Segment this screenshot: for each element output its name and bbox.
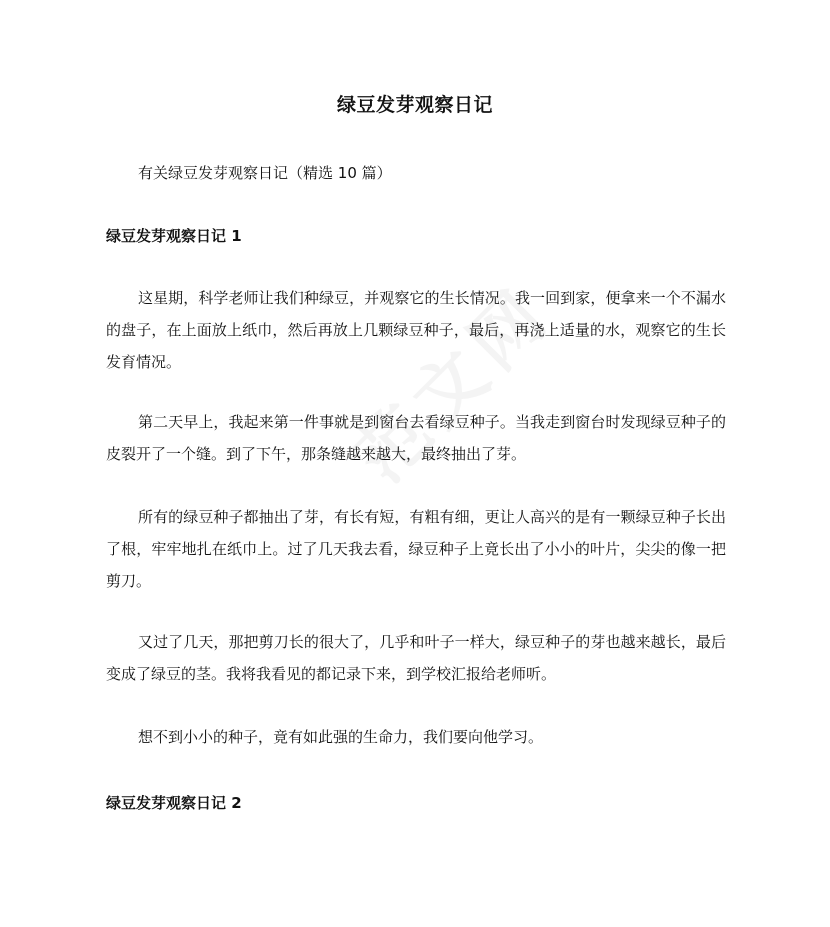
paragraph: 这星期，科学老师让我们种绿豆，并观察它的生长情况。我一回到家，便拿来一个不漏水的盘子，在上面放上纸巾，然后再放上几颗绿豆种子，最后，再浇上适量的水，观察它的生长发育情况。 bbox=[106, 289, 726, 371]
paragraph: 所有的绿豆种子都抽出了芽，有长有短，有粗有细，更让人高兴的是有一颗绿豆种子长出了根，牢牢地扎在纸巾上。过了几天我去看，绿豆种子上竟长出了小小的叶片，尖尖的像一把剪刀。 bbox=[106, 508, 726, 590]
page-title: 绿豆发芽观察日记 bbox=[336, 94, 493, 116]
section-heading-1: 绿豆发芽观察日记 1 bbox=[106, 227, 242, 245]
paragraph: 又过了几天，那把剪刀长的很大了，几乎和叶子一样大，绿豆种子的芽也越来越长，最后变成了绿豆的茎。我将我看见的都记录下来，到学校汇报给老师听。 bbox=[106, 633, 726, 683]
paragraph: 第二天早上，我起来第一件事就是到窗台去看绿豆种子。当我走到窗台时发现绿豆种子的皮裂开了一个缝。到了下午，那条缝越来越大，最终抽出了芽。 bbox=[106, 413, 726, 463]
subtitle: 有关绿豆发芽观察日记（精选 10 篇） bbox=[138, 164, 392, 182]
watermark bbox=[301, 232, 599, 530]
section-heading-2: 绿豆发芽观察日记 2 bbox=[106, 794, 242, 812]
paragraph: 想不到小小的种子，竟有如此强的生命力，我们要向他学习。 bbox=[138, 728, 544, 746]
